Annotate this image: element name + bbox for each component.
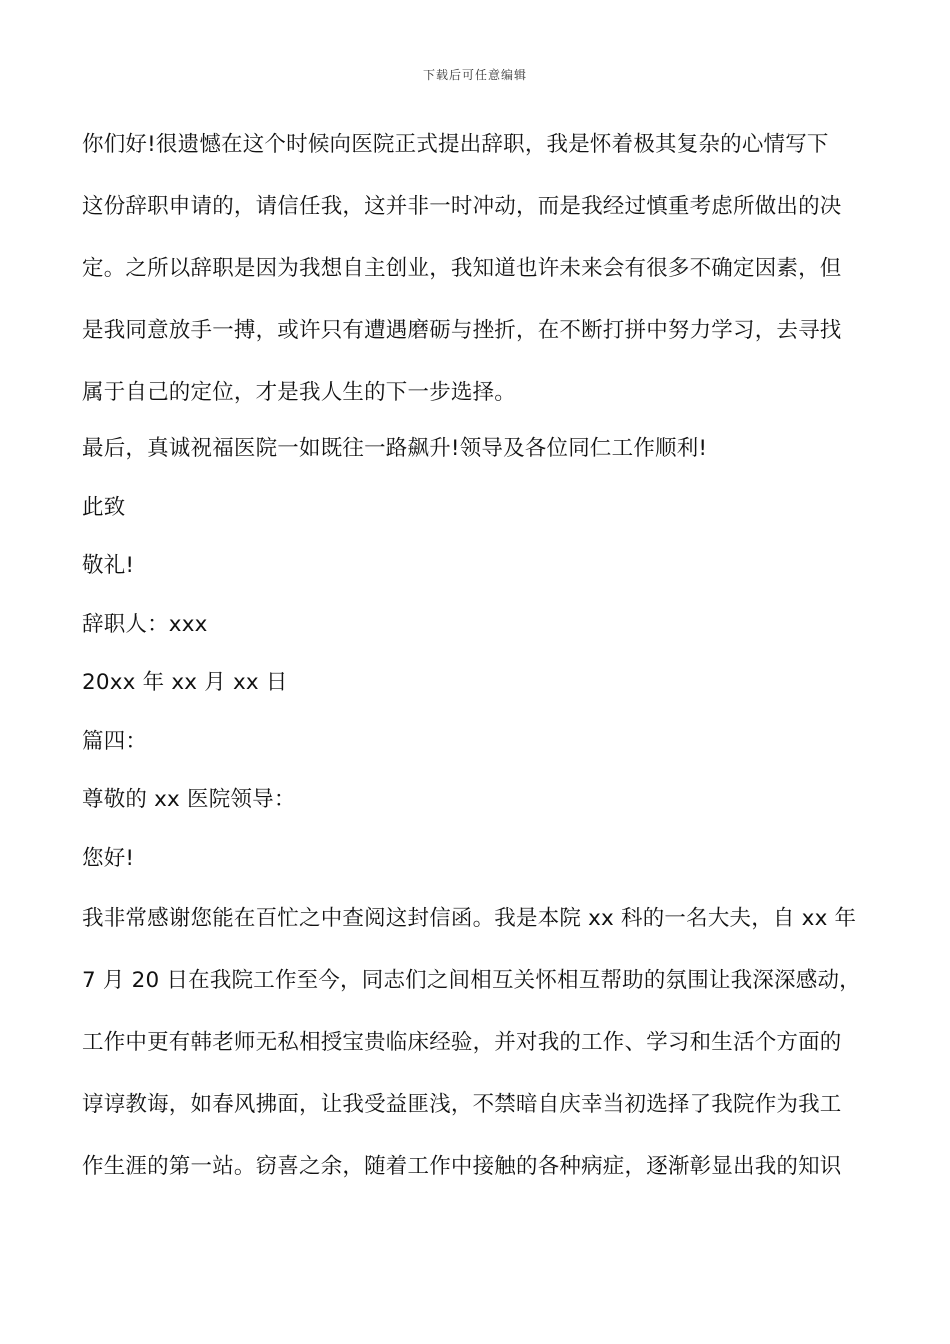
paragraph-appreciation: [82, 888, 872, 1198]
letter-date: 20xx 年 xx 月 xx 日: [82, 670, 288, 695]
text-line: 7 月 20 日在我院工作至今，同志们之间相互关怀相互帮助的氛围让我深深感动，: [82, 968, 861, 993]
text-line: 是我同意放手一搏，或许只有遭遇磨砺与挫折，在不断打拼中努力学习，去寻找: [82, 318, 842, 343]
text-line: 作生涯的第一站。窃喜之余，随着工作中接触的各种病症，逐渐彰显出我的知识: [82, 1154, 842, 1179]
text-line: 工作中更有韩老师无私相授宝贵临床经验，并对我的工作、学习和生活个方面的: [82, 1030, 842, 1055]
salutation-line-2: 敬礼!: [82, 553, 135, 578]
paragraph-resignation-reason: [82, 114, 872, 424]
text-line: 这份辞职申请的，请信任我，这并非一时冲动，而是我经过慎重考虑所做出的决: [82, 194, 842, 219]
text-line: 谆谆教诲，如春风拂面，让我受益匪浅，不禁暗自庆幸当初选择了我院作为我工: [82, 1092, 842, 1117]
addressee: 尊敬的 xx 医院领导：: [82, 787, 296, 812]
text-line: 我非常感谢您能在百忙之中查阅这封信函。我是本院 xx 科的一名大夫，自 xx 年: [82, 906, 857, 931]
letter-body: [82, 114, 872, 1198]
text-line: 你们好!很遗憾在这个时候向医院正式提出辞职，我是怀着极其复杂的心情写下: [82, 132, 829, 157]
salutation-line-1: 此致: [82, 494, 126, 520]
section-heading: 篇四：: [82, 728, 148, 754]
text-line: 定。之所以辞职是因为我想自主创业，我知道也许未来会有很多不确定因素，但: [82, 256, 842, 281]
text-line: 属于自己的定位，才是我人生的下一步选择。: [82, 380, 517, 405]
resigner-signature: 辞职人：xxx: [82, 611, 208, 637]
header-note: 下载后可任意编辑: [422, 68, 527, 82]
greeting: 您好!: [82, 845, 135, 871]
closing-wish: 最后，真诚祝福医院一如既往一路飙升!领导及各位同仁工作顺利!: [82, 436, 708, 461]
